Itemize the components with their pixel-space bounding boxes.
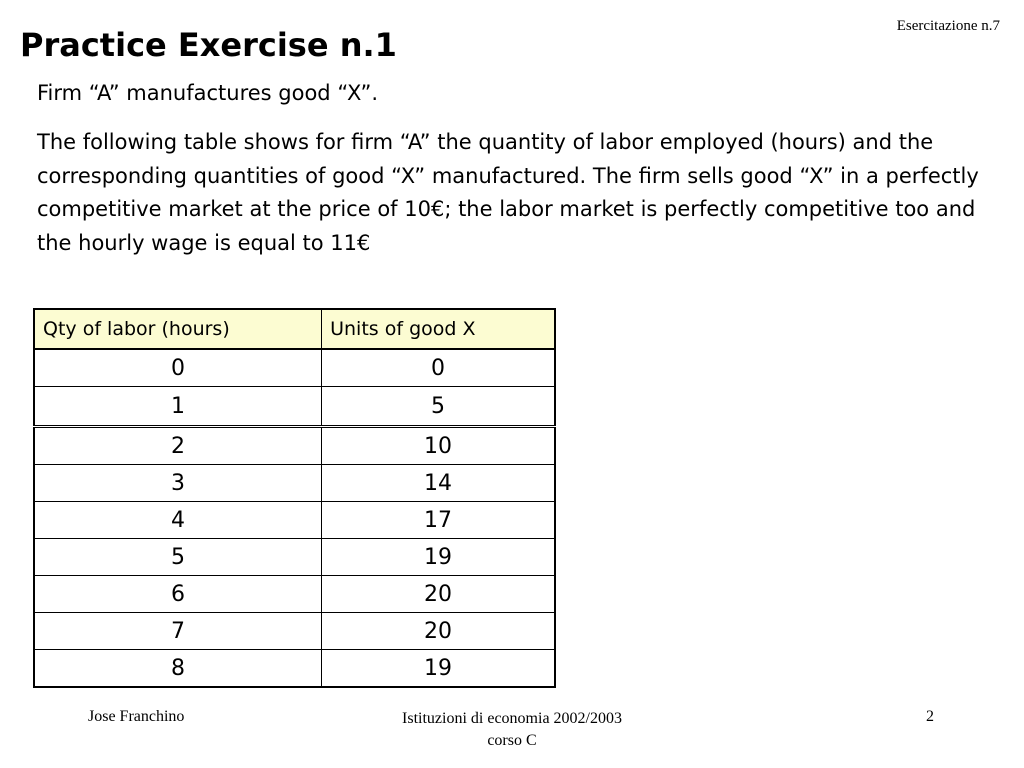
table-row [34,349,555,387]
cell-labor: 2 [34,427,322,465]
cell-units: 19 [322,539,555,576]
column-header-units: Units of good X [322,309,555,349]
cell-units: 20 [322,576,555,613]
cell-labor: 5 [34,539,322,576]
table-header-row [34,309,555,349]
table-row [34,502,555,539]
cell-units: 20 [322,613,555,650]
cell-units: 17 [322,502,555,539]
slide-title: Practice Exercise n.1 [20,26,397,64]
cell-labor: 6 [34,576,322,613]
table-row [34,427,555,465]
cell-units: 14 [322,465,555,502]
cell-labor: 1 [34,387,322,427]
table-row [34,613,555,650]
cell-labor: 8 [34,650,322,688]
intro-text: Firm “A” manufactures good “X”. [37,81,379,105]
footer-course-line2: corso C [487,732,537,749]
column-header-labor: Qty of labor (hours) [34,309,322,349]
cell-labor: 0 [34,349,322,387]
table-row [34,576,555,613]
body-text: The following table shows for firm “A” the quantity of labor employed (hours) and the corresponding quantities of good “X” manufactured. The firm sells good “X” in a perfectly competitive market at the price of 10€; the labor market is perfectly competitive too and the hourly wage is equal to 11€ [37,130,979,255]
table-row [34,465,555,502]
header-label: Esercitazione n.7 [896,18,1000,34]
footer-course-line1: Istituzioni di economia 2002/2003 [402,710,622,727]
footer-author: Jose Franchino [88,708,185,725]
table-row [34,387,555,427]
page-number: 2 [926,708,934,725]
cell-units: 19 [322,650,555,688]
footer-course [362,708,662,752]
cell-units: 5 [322,387,555,427]
cell-units: 10 [322,427,555,465]
cell-labor: 7 [34,613,322,650]
table-row [34,650,555,688]
production-table [33,308,556,688]
cell-labor: 3 [34,465,322,502]
cell-units: 0 [322,349,555,387]
table-row [34,539,555,576]
cell-labor: 4 [34,502,322,539]
